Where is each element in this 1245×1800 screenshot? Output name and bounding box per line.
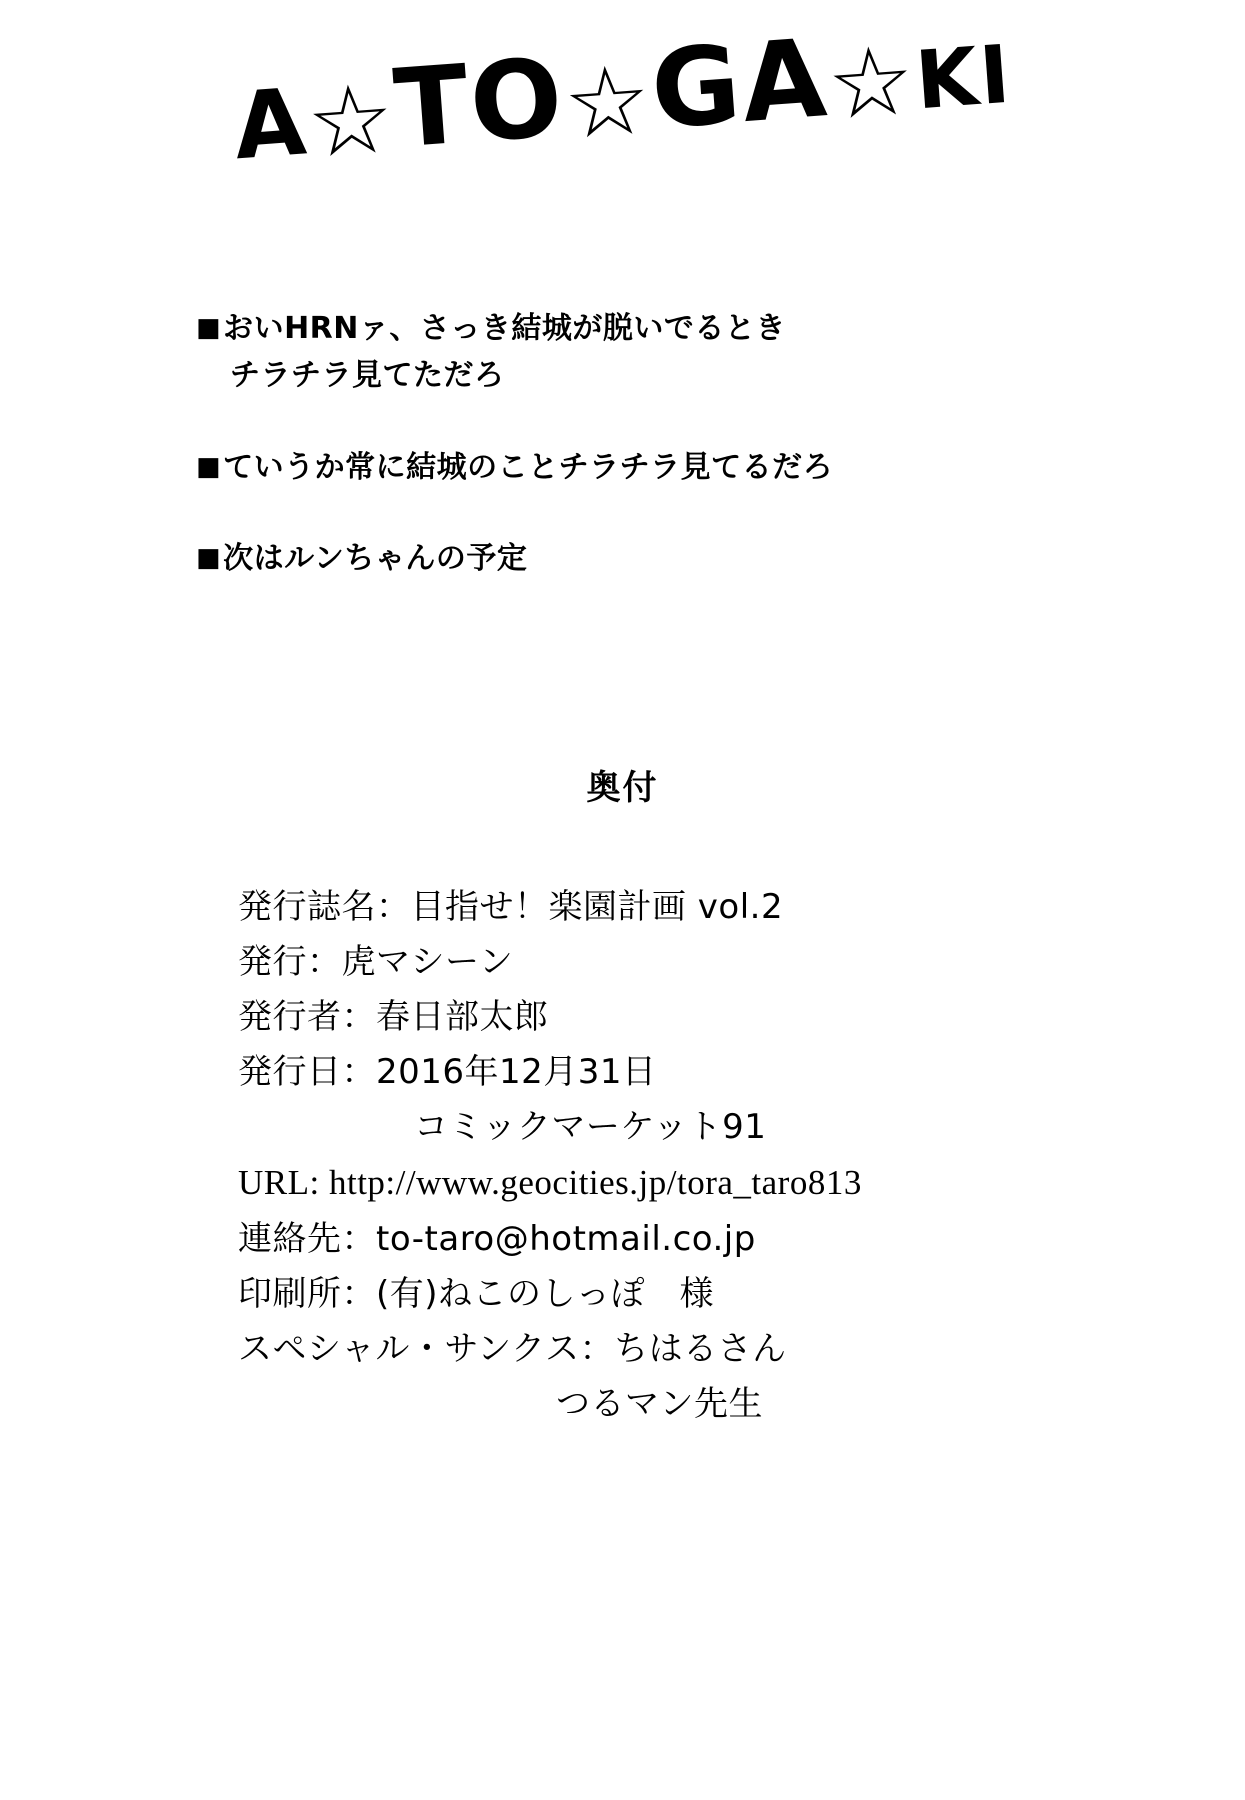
colophon-row-title: 発行誌名：目指せ！楽園計画 vol.2	[238, 887, 784, 927]
colophon-row-contact: 連絡先：to-taro@hotmail.co.jp	[238, 1219, 756, 1260]
star-icon-3: ☆	[823, 23, 920, 142]
colophon-row-date: 発行日：2016年12月31日	[238, 1052, 657, 1093]
square-bullet-icon: ■	[196, 543, 222, 574]
title-segment-to: TO	[390, 35, 569, 173]
list-item	[196, 535, 1146, 582]
star-icon-2: ☆	[560, 42, 657, 162]
colophon-block	[238, 880, 1138, 1432]
title-segment-a: A	[230, 68, 312, 181]
list-item	[196, 305, 1146, 400]
star-icon-1: ☆	[303, 61, 400, 180]
colophon-row-publisher: 発行：虎マシーン	[238, 942, 514, 983]
note-line-2: チラチラ見てただろ	[230, 358, 505, 394]
square-bullet-icon: ■	[196, 451, 222, 482]
page-title	[230, 12, 1015, 181]
square-bullet-icon: ■	[196, 313, 222, 343]
title-segment-ki: KI	[912, 27, 1015, 128]
colophon-row-special-thanks-2: つるマン先生	[556, 1384, 763, 1425]
note-line-1: ていうか常に結城のことチラチラ見てるだろ	[223, 449, 834, 485]
colophon-row-printer: 印刷所：(有)ねこのしっぽ 様	[238, 1274, 715, 1315]
colophon-row-special-thanks: スペシャル・サンクス：ちはるさん	[238, 1329, 787, 1370]
note-line-1: 次はルンちゃんの予定	[223, 541, 528, 577]
colophon-row-event: コミックマーケット91	[414, 1107, 767, 1148]
colophon-row-author: 発行者：春日部太郎	[238, 997, 549, 1038]
afterword-notes-list	[196, 305, 1146, 627]
list-item	[196, 444, 1146, 491]
colophon-heading: 奥付	[586, 768, 659, 808]
colophon-row-url: URL: http://www.geocities.jp/tora_taro813	[238, 1163, 862, 1203]
title-segment-ga: GA	[647, 16, 833, 154]
note-line-1: おいHRNァ、さっき結城が脱いでるとき	[223, 311, 786, 346]
page-title-block	[0, 16, 1245, 181]
